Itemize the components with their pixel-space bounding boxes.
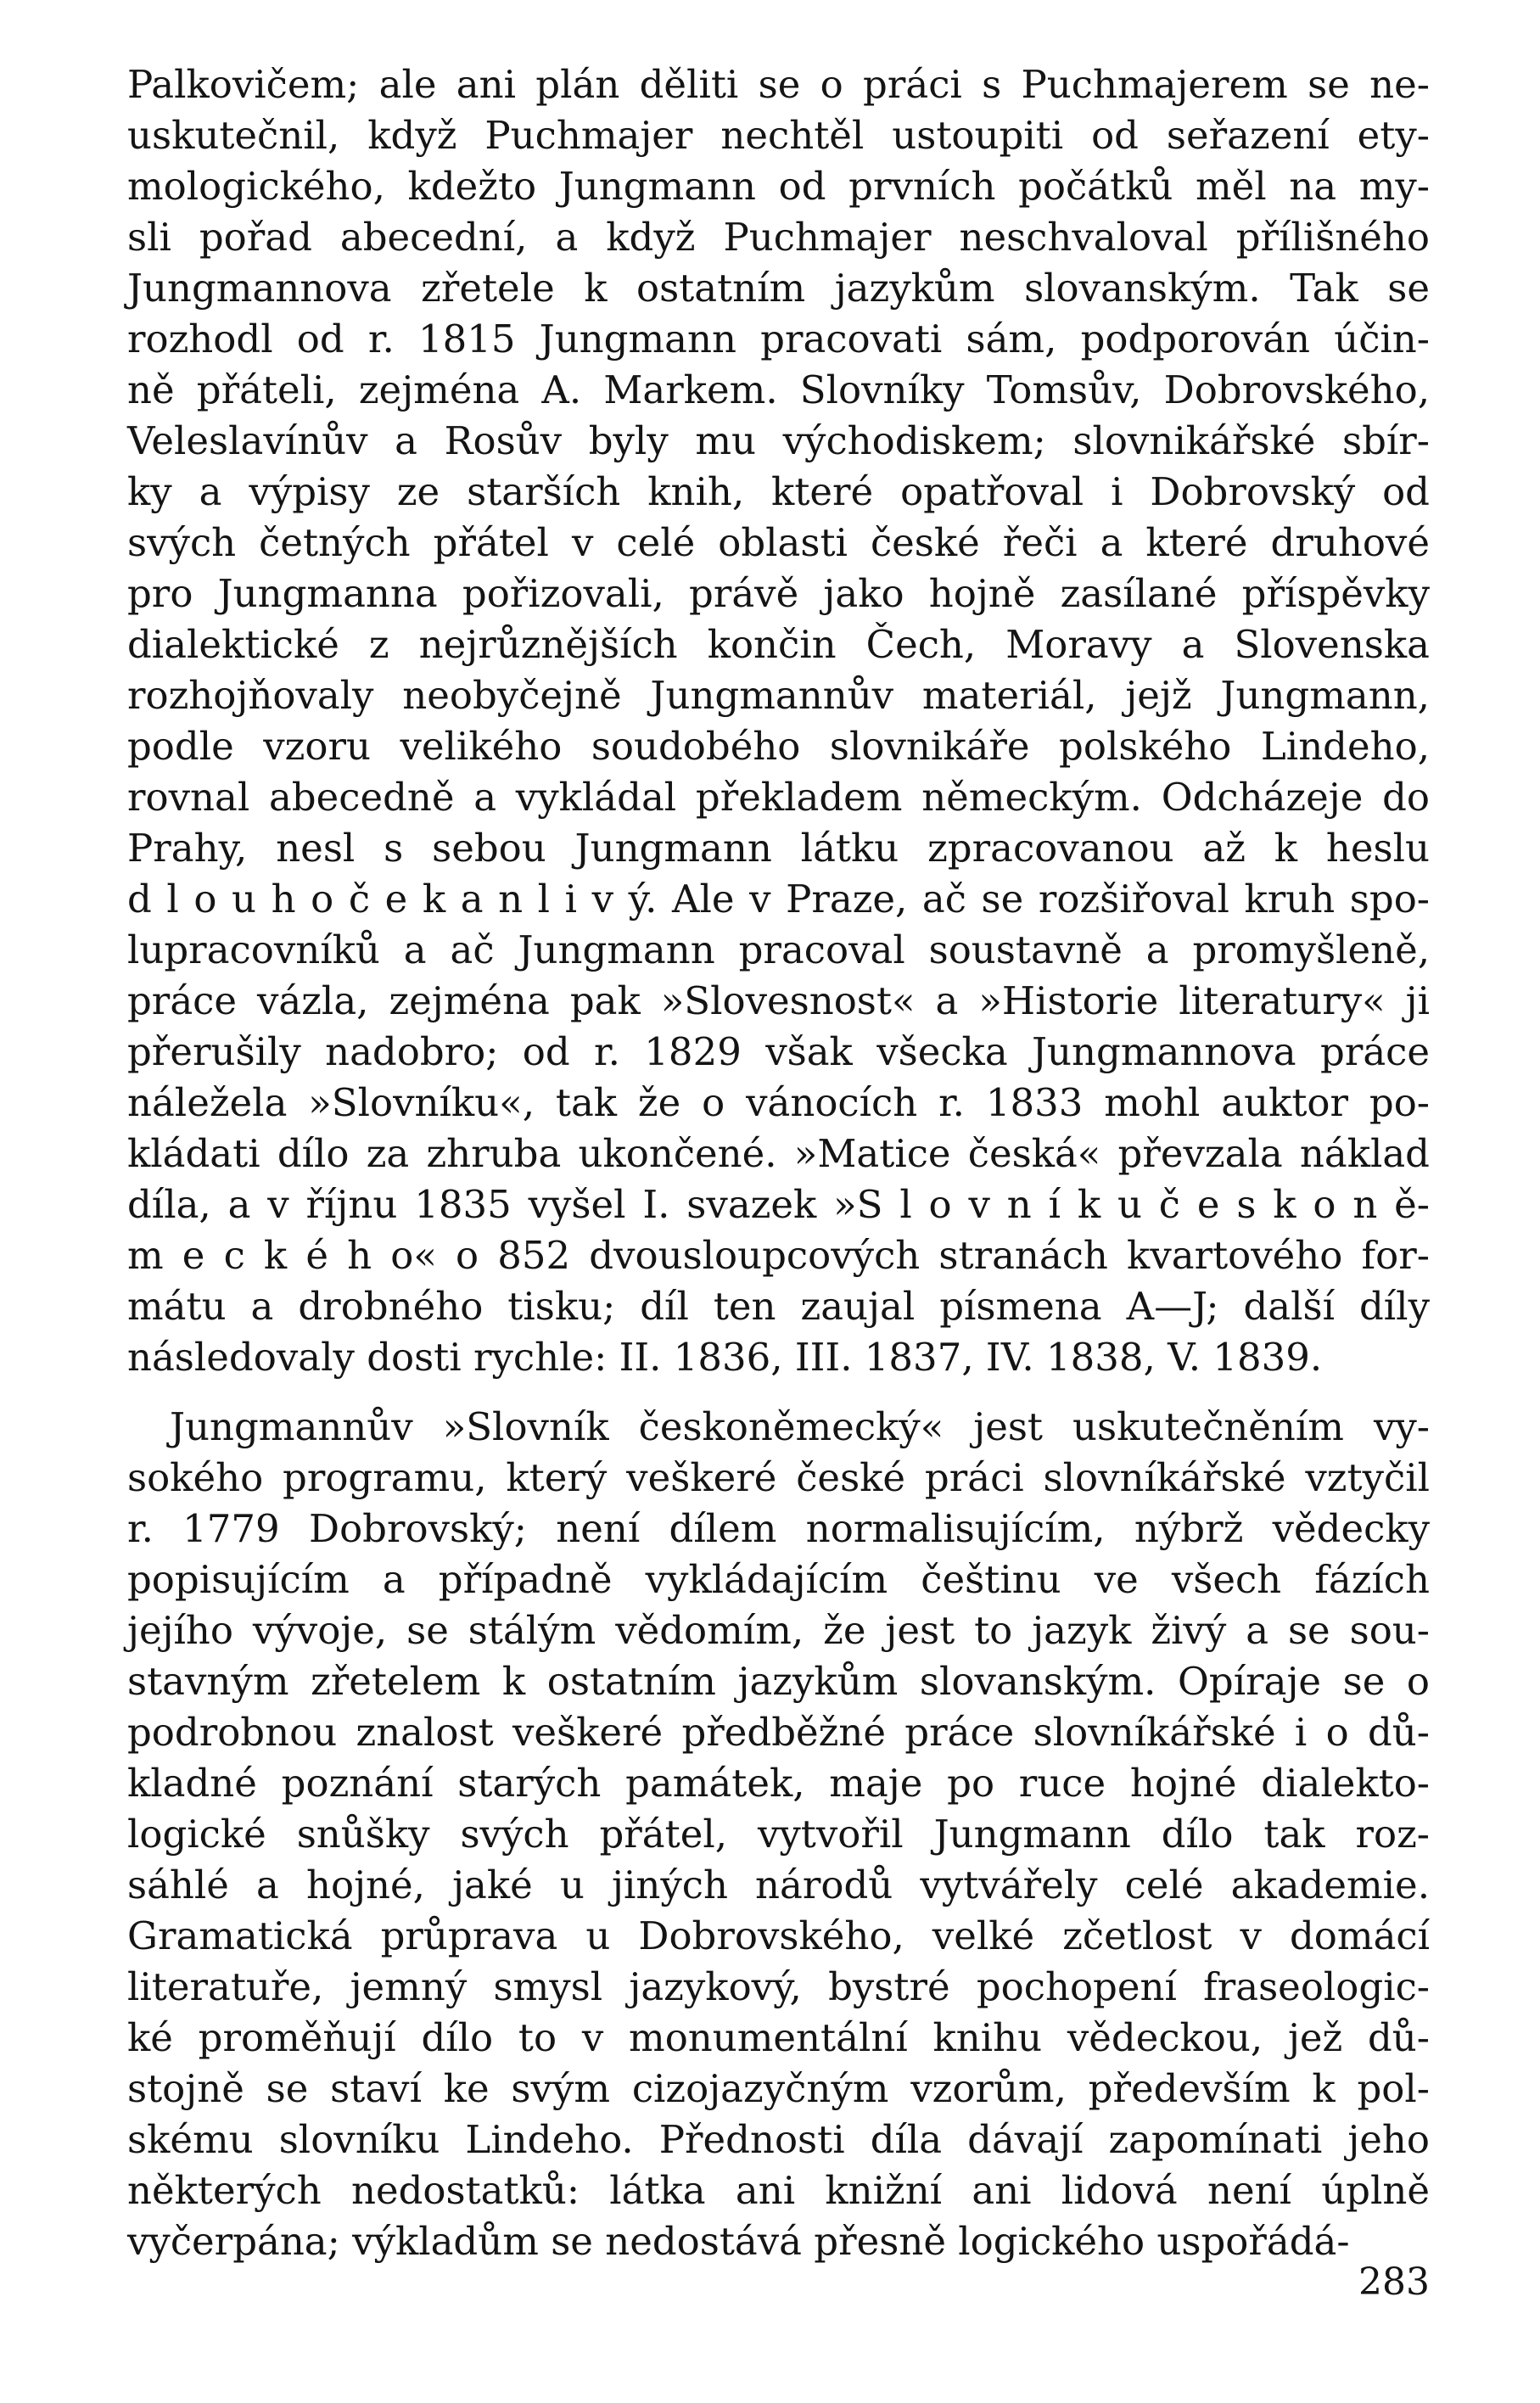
text-line: přerušily nadobro; od r. 1829 však všecka Jungmannova práce <box>127 1029 1430 1074</box>
text-line: skému slovníku Lindeho. Přednosti díla dávají zapomínati jeho <box>127 2117 1430 2162</box>
text-line: pro Jungmanna pořizovali, právě jako hojně zasílané příspěvky <box>127 571 1430 616</box>
text-line: rovnal abecedně a vykládal překladem německým. Odcházeje do <box>127 775 1430 820</box>
text-line: d l o u h o č e k a n l i v ý. Ale v Praze, ač se rozšiřoval kruh spo- <box>127 877 1430 921</box>
text-line: díla, a v říjnu 1835 vyšel I. svazek »S l o v n í k u č e s k o n ě- <box>127 1182 1430 1227</box>
text-line: mátu a drobného tisku; díl ten zaujal písmena A—J; další díly <box>127 1284 1430 1329</box>
text-line: podle vzoru velikého soudobého slovnikáře polského Lindeho, <box>127 724 1430 769</box>
text-line: literatuře, jemný smysl jazykový, bystré pochopení fraseologic- <box>127 1964 1430 2009</box>
text-line: rozhojňovaly neobyčejně Jungmannův materiál, jejž Jungmann, <box>127 673 1430 718</box>
paragraph-1 <box>127 59 1430 1383</box>
text-line: sokého programu, který veškeré české práci slovníkářské vztyčil <box>127 1455 1430 1500</box>
text-line: logické snůšky svých přátel, vytvořil Jungmann dílo tak roz- <box>127 1812 1430 1857</box>
text-line: ně přáteli, zejména A. Markem. Slovníky Tomsův, Dobrovského, <box>127 367 1430 412</box>
text-line: stojně se staví ke svým cizojazyčným vzorům, především k pol- <box>127 2066 1430 2111</box>
text-line: Veleslavínův a Rosův byly mu východiskem; slovnikářské sbír- <box>127 418 1430 463</box>
paragraph-2 <box>127 1402 1430 2267</box>
text-line: Palkovičem; ale ani plán děliti se o práci s Puchmajerem se ne- <box>127 62 1430 107</box>
text-line: Jungmannova zřetele k ostatním jazykům slovanským. Tak se <box>127 266 1430 311</box>
text-line: mologického, kdežto Jungmann od prvních počátků měl na my- <box>127 164 1430 209</box>
paragraph-gap <box>127 1383 1430 1402</box>
text-line: vyčerpána; výkladům se nedostává přesně logického uspořádá- <box>127 2219 1350 2264</box>
text-line: sáhlé a hojné, jaké u jiných národů vytvářely celé akademie. <box>127 1862 1430 1907</box>
page-number: 283 <box>1358 2260 1430 2304</box>
text-line: uskutečnil, když Puchmajer nechtěl ustoupiti od seřazení ety- <box>127 113 1430 158</box>
text-line: jejího vývoje, se stálým vědomím, že jest to jazyk živý a se sou- <box>127 1608 1430 1653</box>
text-line: lupracovníků a ač Jungmann pracoval soustavně a promyšleně, <box>127 927 1430 972</box>
book-page <box>127 59 1430 2350</box>
text-line: kladné poznání starých památek, maje po ruce hojné dialekto- <box>127 1761 1430 1806</box>
text-line: kládati dílo za zhruba ukončené. »Matice česká« převzala náklad <box>127 1131 1430 1176</box>
text-line: ké proměňují dílo to v monumentální knihu vědeckou, jež dů- <box>127 2015 1430 2060</box>
text-line: Jungmannův »Slovník českoněmecký« jest uskutečněním vy- <box>170 1404 1430 1449</box>
text-line: rozhodl od r. 1815 Jungmann pracovati sám, podporován účin- <box>127 316 1430 361</box>
text-line: popisujícím a případně vykládajícím češtinu ve všech fázích <box>127 1557 1430 1602</box>
text-line: některých nedostatků: látka ani knižní ani lidová není úplně <box>127 2168 1430 2213</box>
text-line: ky a výpisy ze starších knih, které opatřoval i Dobrovský od <box>127 469 1430 514</box>
text-line: r. 1779 Dobrovský; není dílem normalisujícím, nýbrž vědecky <box>127 1506 1430 1551</box>
text-line: stavným zřetelem k ostatním jazykům slovanským. Opíraje se o <box>127 1659 1430 1704</box>
text-line: dialektické z nejrůznějších končin Čech, Moravy a Slovenska <box>127 622 1430 667</box>
text-line: práce vázla, zejména pak »Slovesnost« a »Historie literatury« ji <box>127 978 1430 1023</box>
text-line: Prahy, nesl s sebou Jungmann látku zpracovanou až k heslu <box>127 826 1430 871</box>
text-line: náležela »Slovníku«, tak že o vánocích r. 1833 mohl auktor po- <box>127 1080 1430 1125</box>
text-line: Gramatická průprava u Dobrovského, velké zčetlost v domácí <box>127 1913 1430 1958</box>
text-line: sli pořad abecední, a když Puchmajer neschvaloval přílišného <box>127 215 1430 260</box>
text-line: podrobnou znalost veškeré předběžné práce slovníkářské i o dů- <box>127 1710 1430 1755</box>
text-line: svých četných přátel v celé oblasti české řeči a které druhové <box>127 520 1430 565</box>
text-line: m e c k é h o« o 852 dvousloupcových stranách kvartového for- <box>127 1233 1430 1278</box>
text-line: následovaly dosti rychle: II. 1836, III. 1837, IV. 1838, V. 1839. <box>127 1335 1323 1380</box>
